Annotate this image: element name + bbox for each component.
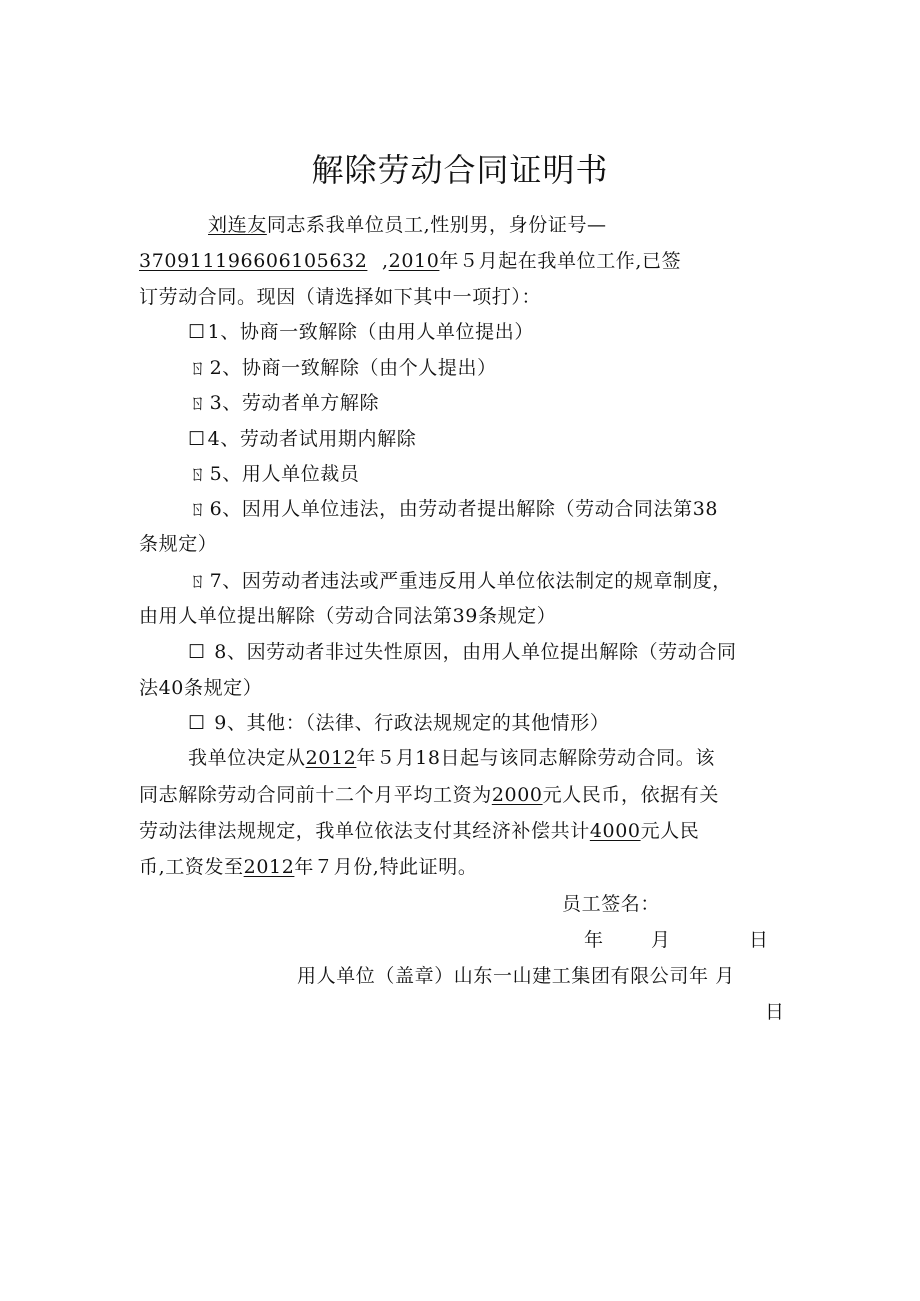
decision-text-2a: 同志解除劳动合同前十二个月平均工资为 [139, 784, 492, 806]
decision-line-1 [188, 746, 715, 770]
intro-line-1 [208, 213, 607, 237]
option-6-cont: 条规定） [139, 533, 218, 555]
checkbox-1[interactable]: ☐ [188, 321, 206, 343]
option-6-text: 6、因用人单位违法，由劳动者提出解除（劳动合同法第38 [209, 498, 719, 520]
option-7-text: 7、因劳动者违法或严重违反用人单位依法制定的规章制度， [209, 570, 732, 592]
decision-line-2 [139, 783, 719, 807]
decision-text-1b: 年５月18日起与该同志解除劳动合同。该 [356, 747, 715, 769]
intro-comma: , [382, 250, 389, 272]
document-title: 解除劳动合同证明书 [311, 151, 609, 189]
start-year: 2010 [388, 250, 440, 272]
decision-text-3a: 劳动法律法规规定，我单位依法支付其经济补偿共计 [139, 820, 590, 842]
checkbox-6[interactable]: ㄖ [188, 498, 208, 520]
option-3 [188, 391, 379, 415]
wage-paid-year: 2012 [243, 856, 295, 878]
sign-year-label: 年 [584, 929, 604, 951]
decision-line-4 [139, 855, 477, 879]
option-9 [188, 711, 609, 735]
option-4 [188, 427, 416, 451]
option-8 [188, 640, 737, 664]
termination-year: 2012 [305, 747, 357, 769]
intro-line-3: 订劳动合同。现因（请选择如下其中一项打）： [139, 286, 542, 308]
intro-text-1: 同志系我单位员工,性别男，身份证号— [266, 214, 607, 236]
checkbox-8[interactable]: ☐ [188, 641, 206, 663]
decision-text-4a: 币,工资发至 [139, 856, 244, 878]
decision-line-3 [139, 819, 699, 843]
sign-month-label: 月 [651, 929, 671, 951]
employee-name: 刘连友 [208, 214, 267, 236]
checkbox-2[interactable]: ㄖ [188, 357, 208, 379]
checkbox-7[interactable]: ㄖ [188, 570, 208, 592]
option-3-text: 3、劳动者单方解除 [209, 392, 380, 414]
option-5 [188, 462, 360, 486]
compensation-amount: 4000 [589, 820, 641, 842]
id-number: 370911196606105632 [139, 250, 368, 272]
employer-day-label: 日 [765, 1001, 785, 1023]
decision-text-4b: 年７月份,特此证明。 [294, 856, 478, 878]
checkbox-9[interactable]: ☐ [188, 712, 206, 734]
intro-text-2: 年５月起在我单位工作,已签 [439, 250, 682, 272]
sign-day-label: 日 [749, 929, 769, 951]
intro-line-2 [139, 249, 681, 273]
option-5-text: 5、用人单位裁员 [209, 463, 360, 485]
decision-text-3b: 元人民 [640, 820, 700, 842]
option-8-text: 8、因劳动者非过失性原因，由用人单位提出解除（劳动合同 [207, 641, 737, 663]
employee-signature-label: 员工签名： [562, 893, 661, 915]
decision-text-1a: 我单位决定从 [188, 747, 306, 769]
option-2 [188, 356, 497, 380]
option-9-text: 9、其他：（法律、行政法规规定的其他情形） [207, 712, 610, 734]
checkbox-5[interactable]: ㄖ [188, 463, 208, 485]
decision-text-2b: 元人民币，依据有关 [542, 784, 719, 806]
option-8-cont: 法40条规定） [139, 677, 263, 699]
employer-seal-line: 用人单位（盖章）山东一山建工集团有限公司年 月 [297, 965, 735, 987]
checkbox-4[interactable]: ☐ [188, 428, 206, 450]
option-1 [188, 320, 534, 344]
average-wage: 2000 [491, 784, 543, 806]
option-7 [188, 569, 732, 593]
option-4-text: 4、劳动者试用期内解除 [207, 428, 417, 450]
option-1-text: 1、协商一致解除（由用人单位提出） [207, 321, 534, 343]
option-2-text: 2、协商一致解除（由个人提出） [209, 357, 497, 379]
option-7-cont: 由用人单位提出解除（劳动合同法第39条规定） [139, 605, 557, 627]
checkbox-3[interactable]: ㄖ [188, 392, 208, 414]
option-6 [188, 497, 718, 521]
